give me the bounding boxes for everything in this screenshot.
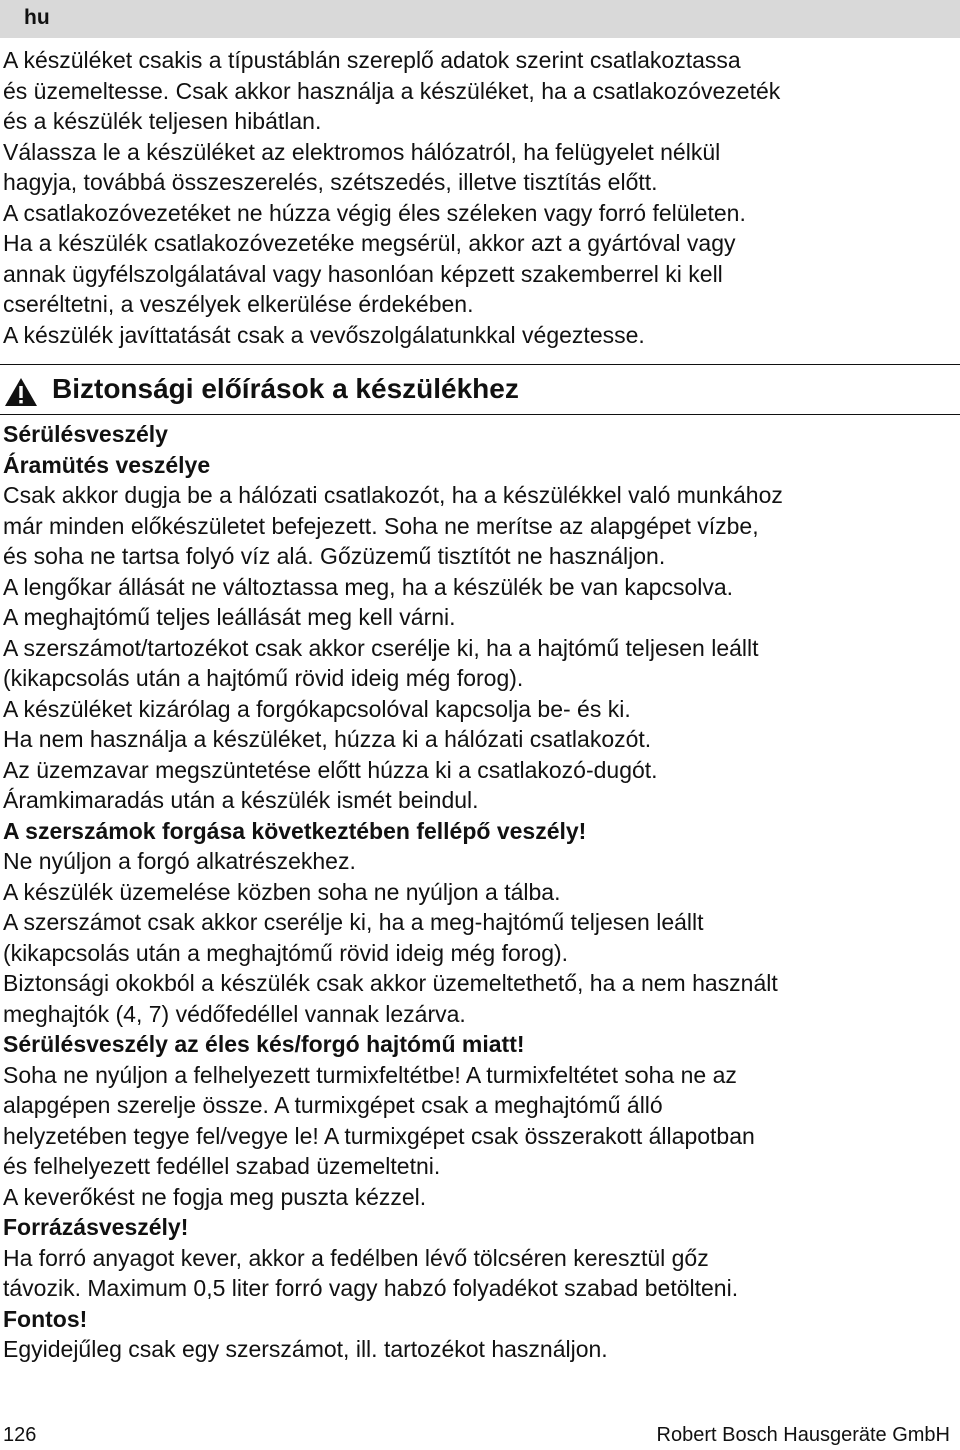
intro-line: és üzemeltesse. Csak akkor használja a készüléket, ha a csatlakozóvezeték [3, 77, 781, 104]
language-bar [0, 0, 960, 38]
intro-line: A csatlakozóvezetéket ne húzza végig éles széleken vagy forró felületen. [3, 199, 746, 226]
body-line: és felhelyezett fedéllel szabad üzemeltetni. [3, 1153, 441, 1179]
body-line: A szerszámot csak akkor cserélje ki, ha a meg-hajtómű teljesen leállt [3, 909, 704, 935]
body-line: (kikapcsolás után a meghajtómű rövid ideig még forog). [3, 939, 569, 966]
intro-line: A készülék javíttatását csak a vevőszolgálatunkkal végeztesse. [3, 321, 645, 348]
intro-line: és a készülék teljesen hibátlan. [3, 108, 322, 134]
body-line: alapgépen szerelje össze. A turmixgépet csak a meghajtómű álló [3, 1092, 663, 1118]
body-line: távozik. Maximum 0,5 liter forró vagy habzó folyadékot szabad betölteni. [3, 1275, 739, 1301]
body-line: meghajtók (4, 7) védőfedéllel vannak lezárva. [3, 1000, 466, 1027]
section-heading [0, 370, 960, 412]
intro-line: hagyja, továbbá összeszerelés, szétszedés, illetve tisztítás előtt. [3, 169, 658, 195]
warning-subheading: Áramütés veszélye [3, 451, 211, 478]
body-line: Csak akkor dugja be a hálózati csatlakozót, ha a készülékkel való munkához [3, 482, 783, 508]
body-line: A készülék üzemelése közben soha ne nyúljon a tálba. [3, 878, 561, 905]
company-name: Robert Bosch Hausgeräte GmbH [656, 1424, 950, 1446]
page-number: 126 [3, 1424, 37, 1446]
body-line: Ha nem használja a készüléket, húzza ki a hálózati csatlakozót. [3, 726, 652, 752]
intro-line: Ha a készülék csatlakozóvezetéke megsérül, akkor azt a gyártóval vagy [3, 230, 736, 256]
body-line: Egyidejűleg csak egy szerszámot, ill. tartozékot használjon. [3, 1336, 608, 1362]
language-code: hu [24, 6, 50, 29]
intro-line: Válassza le a készüléket az elektromos hálózatról, ha felügyelet nélkül [3, 138, 721, 165]
intro-line: annak ügyfélszolgálatával vagy hasonlóan képzett szakemberrel ki kell [3, 260, 723, 287]
body-line: helyzetében tegye fel/vegye le! A turmixgépet csak összerakott állapotban [3, 1122, 755, 1149]
body-line: Biztonsági okokból a készülék csak akkor üzemeltethető, ha a nem használt [3, 970, 778, 996]
body-line: (kikapcsolás után a hajtómű rövid ideig még forog). [3, 665, 524, 691]
warning-triangle-icon [3, 376, 39, 408]
safety-paragraph [3, 419, 955, 1365]
body-line: Áramkimaradás után a készülék ismét beindul. [3, 787, 479, 813]
section-rule-bottom [0, 414, 960, 415]
intro-line: A készüléket csakis a típustáblán szereplő adatok szerint csatlakoztassa [3, 47, 741, 73]
section-title: Biztonsági előírások a készülékhez [52, 373, 519, 404]
intro-line: cseréltetni, a veszélyek elkerülése érdekében. [3, 291, 474, 317]
body-line: A lengőkar állását ne változtassa meg, ha a készülék be van kapcsolva. [3, 573, 734, 600]
body-line: A készüléket kizárólag a forgókapcsolóval kapcsolja be- és ki. [3, 695, 631, 722]
body-line: A keverőkést ne fogja meg puszta kézzel. [3, 1183, 427, 1210]
body-line: A szerszámot/tartozékot csak akkor cserélje ki, ha a hajtómű teljesen leállt [3, 634, 759, 661]
intro-paragraph [3, 45, 955, 350]
warning-subheading: Fontos! [3, 1305, 88, 1332]
body-line: Ne nyúljon a forgó alkatrészekhez. [3, 848, 356, 874]
body-line: Az üzemzavar megszüntetése előtt húzza ki a csatlakozó-dugót. [3, 756, 658, 783]
warning-subheading: Forrázásveszély! [3, 1214, 189, 1240]
body-line: Ha forró anyagot kever, akkor a fedélben lévő tölcséren keresztül gőz [3, 1244, 709, 1271]
warning-subheading: A szerszámok forgása következtében fellépő veszély! [3, 817, 587, 844]
body-line: A meghajtómű teljes leállását meg kell várni. [3, 604, 456, 630]
warning-subheading: Sérülésveszély [3, 421, 168, 447]
warning-subheading: Sérülésveszély az éles kés/forgó hajtómű miatt! [3, 1031, 525, 1057]
body-line: már minden előkészületet befejezett. Soha ne merítse az alapgépet vízbe, [3, 512, 759, 539]
body-line: és soha ne tartsa folyó víz alá. Gőzüzemű tisztítót ne használjon. [3, 543, 666, 569]
section-rule-top [0, 364, 960, 365]
body-line: Soha ne nyúljon a felhelyezett turmixfeltétbe! A turmixfeltétet soha ne az [3, 1061, 737, 1088]
